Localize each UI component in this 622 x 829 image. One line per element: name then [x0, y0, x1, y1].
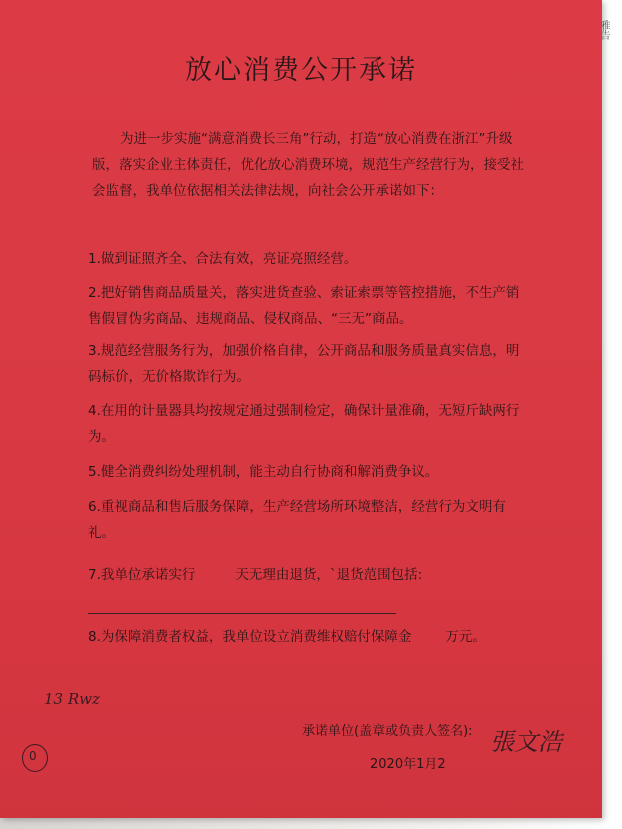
item7-prefix: 7.我单位承诺实行 [88, 567, 196, 583]
pledge-item-2: 2.把好销售商品质量关，落实进货查验、索证索票等管控措施，不生产销售假冒伪劣商品、违规商品、侵权商品、“三无”商品。 [88, 285, 520, 327]
item7-middle: 天无理由退货，`退货范围包括: [235, 567, 423, 583]
date: 2020年1月2 [370, 757, 446, 772]
pledge-item-5: 5.健全消费纠纷处理机制，能主动自行协商和解消费争议。 [88, 464, 439, 480]
pledge-item-7 [88, 562, 528, 614]
pledge-item-1: 1.做到证照齐全、合法有效，亮证亮照经营。 [88, 251, 358, 267]
pledge-unit-label: 承诺单位(盖章或负责人签名): [302, 724, 473, 739]
page-title: 放心消费公开承诺 [185, 55, 417, 86]
pledge-item-8 [88, 624, 528, 650]
item8-suffix: 万元。 [445, 629, 486, 645]
signature: 張文浩 [490, 728, 562, 756]
circle-mark-text: 0 [29, 749, 37, 763]
return-scope-blank[interactable] [88, 597, 396, 614]
item8-prefix: 8.为保障消费者权益，我单位设立消费维权赔付保障金 [88, 629, 412, 645]
corner-text: 雅告 [598, 20, 609, 40]
pledge-item-4: 4.在用的计量器具均按规定通过强制检定，确保计量准确，无短斤缺两行为。 [88, 403, 520, 445]
handwritten-note: 13 Rwz [44, 690, 100, 708]
pledge-item-3: 3.规范经营服务行为，加强价格自律，公开商品和服务质量真实信息，明码标价，无价格欺诈行为。 [88, 343, 520, 385]
pledge-item-6: 6.重视商品和售后服务保障，生产经营场所环境整洁，经营行为文明有礼。 [88, 499, 506, 541]
intro-paragraph: 为进一步实施“满意消费长三角”行动，打造“放心消费在浙江”升级版，落实企业主体责任，优化放心消费环境，规范生产经营行为，接受社会监督，我单位依据相关法律法规，向社会公开承诺如下： [92, 131, 524, 199]
circle-mark [22, 744, 48, 772]
